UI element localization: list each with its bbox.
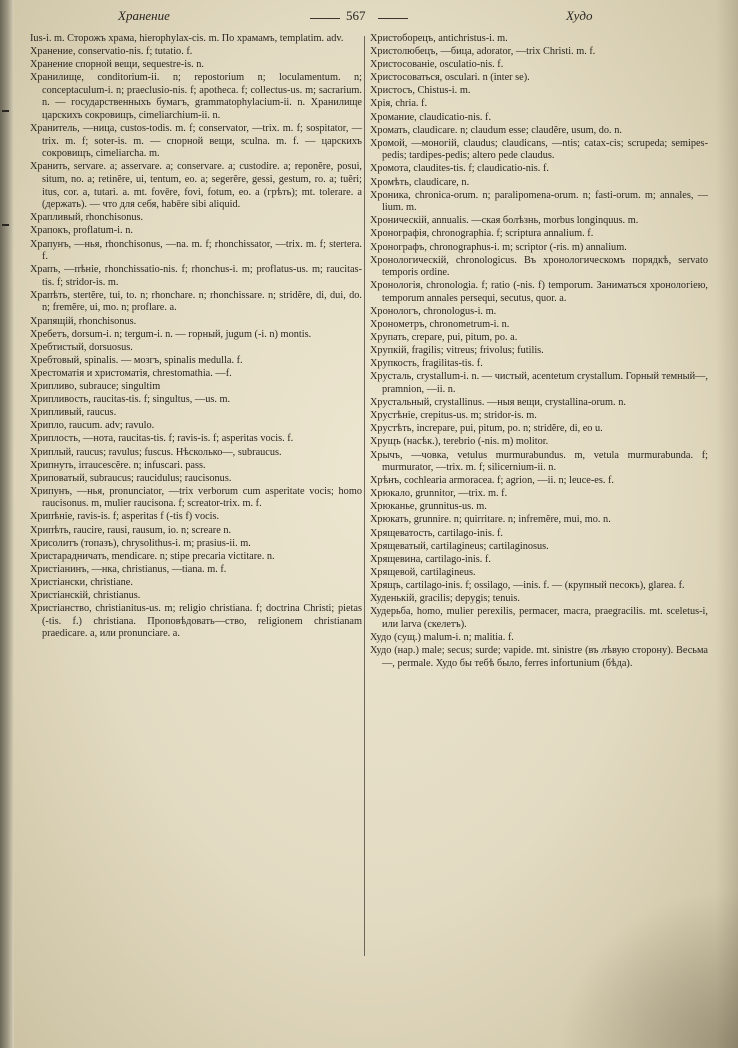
dictionary-entry: Христоборецъ, antichristus-i. m. (370, 33, 508, 44)
dictionary-entry: Хрія, chria. f. (370, 98, 428, 110)
dictionary-entry: Хронографія, chronographia. f; scriptura annalium. f. (370, 228, 594, 240)
dictionary-entry: Хранилище, conditorium-ii. n; repostorium n; loculamentum. n; conceptaculum-i. n; praeclusio-nis. f; apotheca. f; collectus-us. m; sacrarium. n. — государственныхъ бумагъ, grammatophylacium-ii. n. Хранилище царскихъ сокровищъ, cimeliarchium-ii. n. (30, 72, 362, 122)
dictionary-entry: Хребтистый, dorsuosus. (30, 341, 133, 353)
dictionary-entry: Хронографъ, chronographus-i. m; scriptor (-ris. m) annalium. (370, 241, 627, 253)
dictionary-entry: Храпящій, rhonchisonus. (30, 315, 137, 327)
dictionary-entry: Худо (нар.) male; secus; surde; vapide. mt. sinistre (въ лѣвую сторону). Весьма—, permale. Худо бы тебѣ было, ferres infortunium (бѣда). (370, 644, 708, 669)
dictionary-entry: Хранение спорной вещи, sequestre-is. n. (30, 59, 204, 71)
dictionary-entry: Хрипливость, raucitas-tis. f; singultus, —us. m. (30, 394, 231, 406)
dictionary-entry: Хрѣнъ, cochlearia armoracea. f; agrion, —ii. n; leuce-es. f. (370, 475, 614, 487)
dictionary-entry: Хранение, conservatio-nis. f; tutatio. f. (30, 46, 193, 58)
dictionary-entry: Хронометръ, chronometrum-i. n. (370, 319, 510, 331)
dictionary-entry: Хрящъ, cartilago-inis. f; ossilago, —inis. f. — (крупный песокъ), glarea. f. (370, 579, 685, 591)
dictionary-entry: Хрящеватый, cartilagineus; cartilaginosus. (370, 540, 549, 552)
dictionary-entry: Хромой, —моногій, claudus; claudicans, —ntis; catax-cis; scrupeda; semipes-pedis; tardipes-pedis; altero pede claudus. (370, 137, 708, 162)
dictionary-entry: Худо (сущ.) malum-i. n; malitia. f. (370, 631, 514, 643)
dictionary-entry: Хрупать, crepare, pui, pitum, po. a. (370, 332, 518, 344)
header-rule-left (310, 18, 340, 19)
dictionary-entry: Хребтовый, spinalis. — мозгъ, spinalis medulla. f. (30, 354, 243, 366)
header-right-word: Худо (566, 8, 593, 23)
dictionary-entry: Хроника, chronica-orum. n; paralipomena-orum. n; fasti-orum. m; annales, —lium. m. (370, 189, 708, 214)
dictionary-entry: Хрупкость, fragilitas-tis. f. (370, 358, 483, 370)
dictionary-entry: Хронологическій, chronologicus. Въ хронологическомъ порядкѣ, servato temporis ordine. (370, 254, 708, 279)
dictionary-entry: Христіанство, christianitus-us. m; religio christiana. f; doctrina Christi; pietas (-tis. f.) christiana. Проповѣдовать—ство, religionem christianam praedicare. a, или pronunciare. a. (30, 603, 362, 640)
dictionary-entry: Храпливый, rhonchisonus. (30, 212, 144, 224)
dictionary-entry: Хрустѣть, increpare, pui, pitum, po. n; stridĕre, di, eo u. (370, 423, 603, 435)
running-header (0, 8, 738, 30)
dictionary-entry: Храпунъ, —нья, rhonchisonus, —na. m. f; rhonchissator, —trix. m. f; stertera. f. (30, 238, 362, 263)
corner-shadow (558, 888, 738, 1048)
page-number: 567 (346, 8, 366, 23)
dictionary-entry: Хрюкало, grunnitor, —trix. m. f. (370, 488, 508, 500)
dictionary-entry: Хрящевой, cartilagineus. (370, 566, 476, 578)
dictionary-entry: Хрисолитъ (топазъ), chrysolithus-i. m; prasius-ii. m. (30, 537, 251, 549)
dictionary-entry: Хрипнуть, irraucescĕre. n; infuscari. pass. (30, 459, 206, 471)
dictionary-entry: Хрюканье, grunnitus-us. m. (370, 501, 487, 513)
dictionary-entry: Хребетъ, dorsum-i. n; tergum-i. n. — горный, jugum (-i. n) montis. (30, 328, 312, 340)
dictionary-entry: Христіанскій, christianus. (30, 590, 141, 602)
dictionary-entry: Хрусталь, crystallum-i. n. — чистый, acentetum crystallum. Горный темный—, pramnion, —ii. n. (370, 371, 708, 396)
dictionary-entry: Хронологія, chronologia. f; ratio (-nis. f) temporum. Заниматься хронологіею, temporum annales persequi, secutus, quor. a. (370, 280, 708, 304)
dictionary-entry: Хрестоматія и христоматія, chrestomathia. —f. (30, 367, 232, 379)
dictionary-entry: Хронологъ, chronologus-i. m. (370, 305, 497, 317)
dictionary-entry: Храпъ, —пѣніе, rhonchissatio-nis. f; rhonchus-i. m; proflatus-us. m; raucitas-tis. f; stridor-is. m. (30, 264, 362, 288)
dictionary-entry: Христосованіе, osculatio-nis. f. (370, 59, 504, 71)
dictionary-entry: Хрипло, raucum. adv; ravulo. (30, 420, 155, 432)
dictionary-entry: Хрустѣніе, crepitus-us. m; stridor-is. m. (370, 410, 537, 422)
header-rule-right (378, 18, 408, 19)
dictionary-entry: Хромание, claudicatio-nis. f. (370, 111, 492, 123)
dictionary-entry: Христосоваться, osculari. n (inter se). (370, 72, 530, 84)
dictionary-entry: Храпокъ, proflatum-i. n. (30, 225, 133, 237)
dictionary-entry: Хромота, claudites-tis. f; claudicatio-nis. f. (370, 163, 549, 175)
dictionary-entry: Хрущъ (насѣк.), terebrio (-nis. m) molitor. (370, 436, 549, 448)
margin-mark (2, 224, 9, 226)
dictionary-entry: Ius-i. m. Сторожъ храма, hierophylax-cis. m. По храмамъ, templatim. adv. (30, 33, 344, 44)
dictionary-entry: Хрящевина, cartilago-inis. f. (370, 553, 491, 565)
dictionary-entry: Худенькій, gracilis; depygis; tenuis. (370, 593, 520, 605)
dictionary-entry: Хранитель, —ница, custos-todis. m. f; conservator, —trix. m. f; sospitator, —trix. m. f; soter-is. m. — спорной вещи, sculna. m. f. — царскихъ сокровищъ, cimeliarcha. m. (30, 123, 362, 160)
dictionary-entry: Хрипѣніе, ravis-is. f; asperitas f (-tis f) vocis. (30, 511, 220, 523)
header-left-word: Хранение (118, 8, 170, 23)
dictionary-entry: Хрипливо, subrauce; singultim (30, 381, 161, 393)
dictionary-entry: Хриплый, raucus; ravulus; fuscus. Нѣсколько—, subraucus. (30, 446, 282, 458)
dictionary-entry: Христосъ, Chistus-i. m. (370, 85, 471, 97)
dictionary-entry: Хромать, claudicare. n; claudum esse; claudĕre, usum, do. n. (370, 124, 622, 136)
dictionary-entry: Христарадничать, mendicare. n; stipe precaria victitare. n. (30, 550, 275, 562)
dictionary-entry: Хромѣть, claudicare, n. (370, 176, 470, 188)
margin-mark (2, 110, 9, 112)
dictionary-entry: Христолюбецъ, —бица, adorator, —trix Christi. m. f. (370, 46, 596, 58)
dictionary-entry: Хроническій, annualis. —ская болѣзнь, morbus longinquus. m. (370, 215, 639, 227)
dictionary-entry: Хрюкать, grunnire. n; quirritare. n; infremĕre, mui, mo. n. (370, 514, 611, 526)
column-divider (364, 36, 365, 956)
dictionary-entry: Хрычъ, —човка, vetulus murmurabundus. m, vetula murmurabunda. f; murmurator, —trix. m. f; silicernium-ii. n. (370, 449, 708, 474)
dictionary-entry: Хранить, servare. a; asservare. a; conservare. a; custodire. a; reponĕre, posui, situm, no. a; retinĕre, ui, tentum, eo. a; segerĕre, gessi, gestum, ro. a; tuĕri; itus, cor. a, tutari. a. mt. fovēre, fovi, fotum, eo. a (грѣть); mt. tolerare. a (держать). — что для себя, habēre sibi aliquid. (30, 161, 362, 211)
book-spine-shadow (0, 0, 14, 1048)
dictionary-entry: Худерьба, homo, mulier perexilis, permacer, macra, praegracilis. mt. sceletus-i, или larva (скелетъ). (370, 606, 708, 630)
dictionary-entry: Хрупкій, fragilis; vitreus; frivolus; futilis. (370, 345, 544, 357)
dictionary-entry: Хрустальный, crystallinus. —ныя вещи, crystallina-orum. n. (370, 397, 626, 409)
left-column (30, 33, 362, 641)
dictionary-entry: Хрипунъ, —нья, pronunciator, —trix verborum cum asperitate vocis; homo raucisonus. m, mulier raucisona. f; screator-trix. m. f. (30, 485, 362, 510)
dictionary-entry: Христіански, christiane. (30, 576, 133, 588)
dictionary-entry: Христіанинъ, —нка, christianus, —tiana. m. f. (30, 563, 227, 575)
dictionary-entry: Хрипливый, raucus. (30, 407, 117, 419)
right-column (370, 33, 708, 671)
dictionary-entry: Хриплость, —нота, raucitas-tis. f; ravis-is. f; asperitas vocis. f. (30, 433, 294, 445)
dictionary-entry: Храпѣть, stertĕre, tui, to. n; rhonchare. n; rhonchissare. n; stridĕre, di, dui, do. n; fremĕre, ui, mo. n; proflare. a. (30, 289, 362, 314)
dictionary-entry: Хрипѣть, raucire, rausi, rausum, io. n; screare n. (30, 524, 232, 536)
dictionary-entry: Хрящеватость, cartilago-inis. f. (370, 527, 504, 539)
dictionary-entry: Хриповатый, subraucus; raucidulus; raucisonus. (30, 472, 232, 484)
